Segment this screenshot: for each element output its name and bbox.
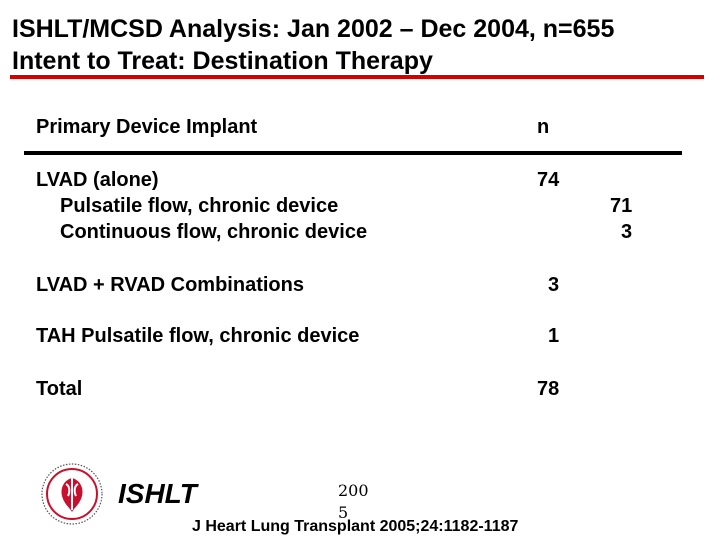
row-label-lvad-alone: LVAD (alone) bbox=[36, 169, 159, 191]
slide-title-line1: ISHLT/MCSD Analysis: Jan 2002 – Dec 2004, n=655 bbox=[12, 15, 615, 43]
footer-year: 2005 bbox=[338, 481, 369, 522]
column-header-n: n bbox=[537, 116, 550, 138]
column-header-device: Primary Device Implant bbox=[36, 116, 258, 138]
row-n-continuous: 3 bbox=[621, 221, 633, 243]
row-label-total: Total bbox=[36, 378, 83, 400]
row-n-lvad-alone: 74 bbox=[537, 169, 560, 191]
row-n-tah: 1 bbox=[548, 325, 560, 347]
journal-citation: J Heart Lung Transplant 2005;24:1182-1187 bbox=[192, 518, 519, 535]
ishlt-brand-text: ISHLT bbox=[118, 478, 197, 509]
ishlt-logo-icon bbox=[40, 462, 104, 526]
row-n-total: 78 bbox=[537, 378, 560, 400]
row-label-tah: TAH Pulsatile flow, chronic device bbox=[36, 325, 360, 347]
row-label-lvad-rvad: LVAD + RVAD Combinations bbox=[36, 274, 304, 296]
title-underline bbox=[10, 75, 704, 79]
slide-title-line2: Intent to Treat: Destination Therapy bbox=[12, 47, 433, 75]
header-rule bbox=[24, 151, 682, 155]
row-n-lvad-rvad: 3 bbox=[548, 274, 560, 296]
row-label-continuous: Continuous flow, chronic device bbox=[60, 221, 368, 243]
row-label-pulsatile: Pulsatile flow, chronic device bbox=[60, 195, 339, 217]
row-n-pulsatile: 71 bbox=[610, 195, 633, 217]
